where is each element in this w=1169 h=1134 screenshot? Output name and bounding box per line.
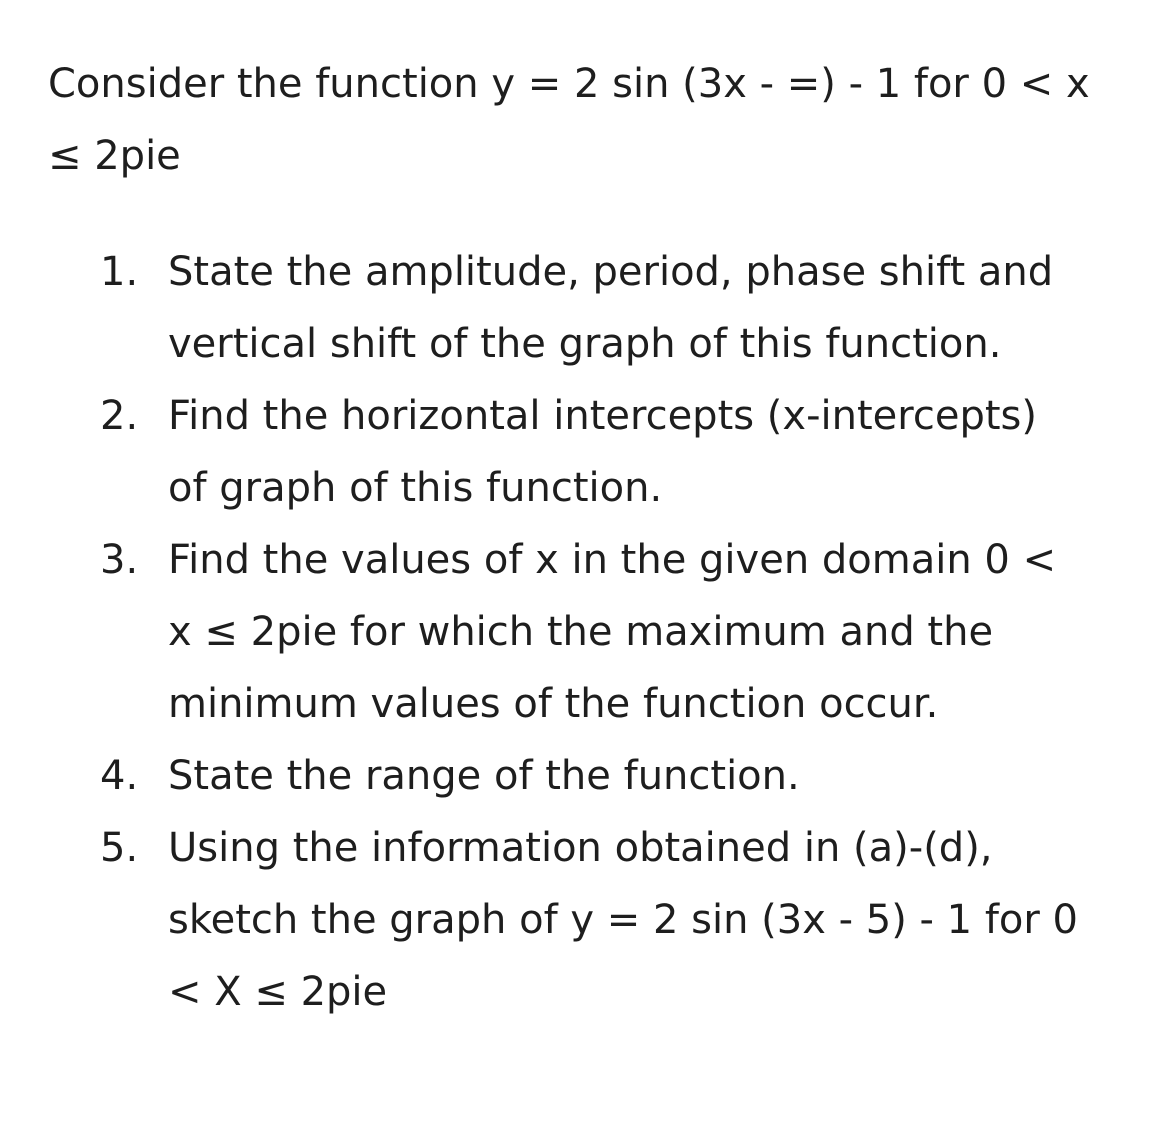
question-item-2 <box>100 380 1130 524</box>
question-text: Find the values of x in the given domain 0 < x ≤ 2pie for which the maximum and the minimum values of the function occur. <box>168 537 1057 727</box>
question-number: 5. <box>100 825 139 871</box>
intro-text: Consider the function y = 2 sin (3x - =) - 1 for 0 < x ≤ 2pie <box>48 61 1090 179</box>
question-list <box>100 236 1130 1028</box>
question-text: State the range of the function. <box>168 753 800 799</box>
question-number: 2. <box>100 393 139 439</box>
question-number: 1. <box>100 249 139 295</box>
question-item-1 <box>100 236 1130 380</box>
question-number: 4. <box>100 753 139 799</box>
question-text: State the amplitude, period, phase shift and vertical shift of the graph of this function. <box>168 249 1054 367</box>
question-number: 3. <box>100 537 139 583</box>
question-item-4 <box>100 740 1130 812</box>
question-text: Using the information obtained in (a)-(d), sketch the graph of y = 2 sin (3x - 5) - 1 for 0 < X ≤ 2pie <box>168 825 1078 1015</box>
question-text: Find the horizontal intercepts (x-intercepts) of graph of this function. <box>168 393 1037 511</box>
question-item-3 <box>100 524 1130 740</box>
question-item-5 <box>100 812 1130 1028</box>
